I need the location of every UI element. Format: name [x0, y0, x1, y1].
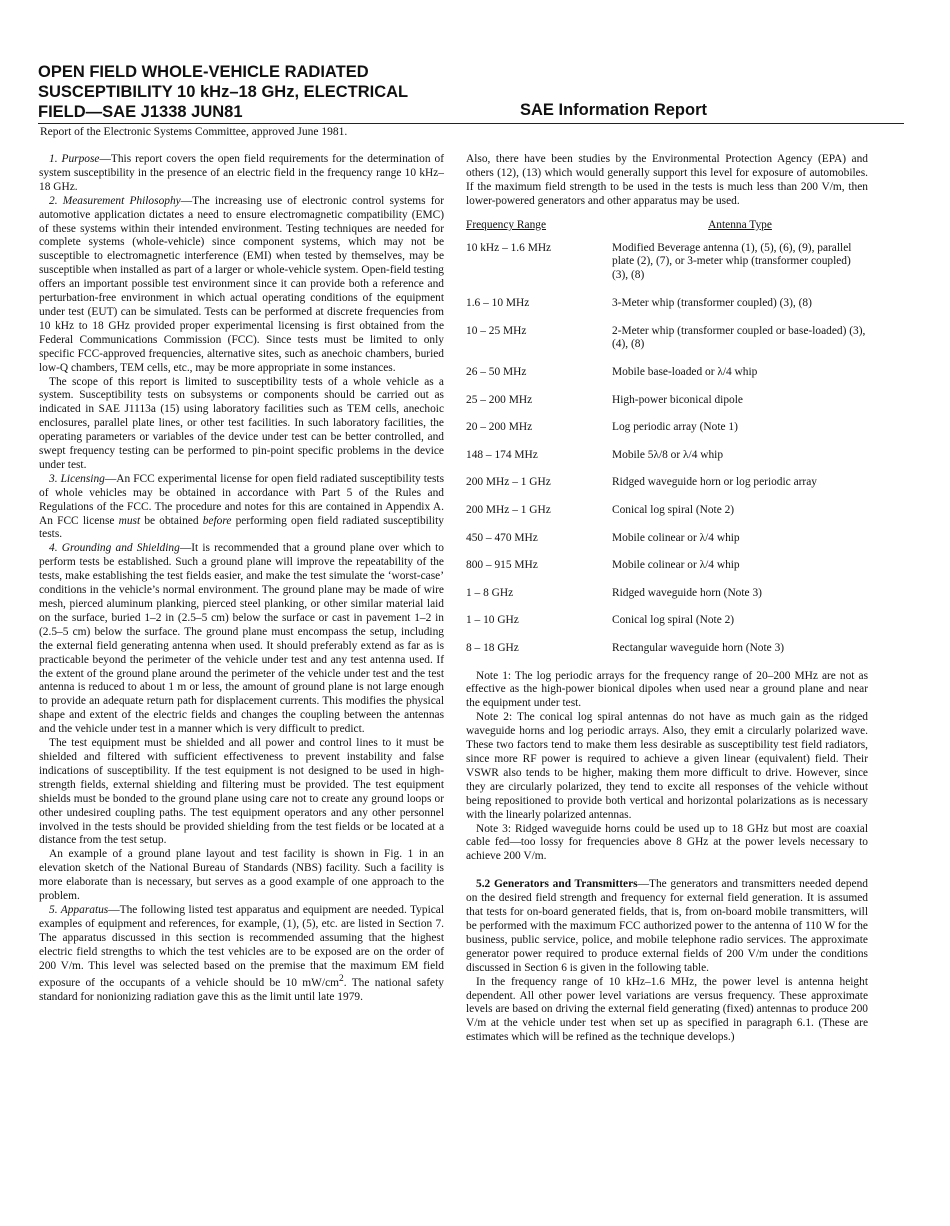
- table-row: [466, 394, 868, 422]
- column-header-frequency: Frequency Range: [466, 218, 547, 231]
- paragraph-text: —The following listed test apparatus and equipment are needed. Typical examples of equipment and references, for example, (1), (5), etc. are listed in Section 7. The apparatus discussed in this section is recommended assuming that the highest electric field strengths to which the test vehicles are to be exposed are on the order of 200 V/m. This level was selected based on the premise that the maximum EM field exposure of the occupants of a vehicle should be 10 mW/cm: [39, 903, 445, 990]
- section-heading: 3. Licensing: [49, 472, 105, 485]
- table-row: [466, 242, 868, 297]
- table-row: [466, 421, 868, 449]
- table-row: [466, 325, 868, 367]
- paragraph-power-levels: In the frequency range of 10 kHz–1.6 MHz, the power level is antenna height dependent. All other power level variations are versus frequency. These approximate levels are based on driving the external field generating (fixed) antennas to produce 200 V/m at the vehicle under test when set up as specified in paragraph 6.1. (These are estimates which will be refined as the technique develops.): [466, 975, 868, 1044]
- paragraph-text: —This report covers the open field requirements for the determination of system susceptibility in the presence of an electric field in the frequency range 10 kHz–18 GHz.: [39, 153, 445, 193]
- table-row: [466, 366, 868, 394]
- paragraph-purpose: [39, 153, 444, 195]
- section-heading: 5.2 Generators and Transmitters: [476, 878, 638, 891]
- antenna-cell: Rectangular waveguide horn (Note 3): [612, 641, 785, 654]
- section-5-2: [466, 878, 868, 1045]
- note-3: Note 3: Ridged waveguide horns could be used up to 18 GHz but most are coaxial cable fed—too lossy for frequencies above 8 GHz at the power levels necessary to achieve 200 V/m.: [466, 822, 868, 863]
- frequency-cell: 10 kHz – 1.6 MHz: [466, 241, 552, 254]
- frequency-cell: 8 – 18 GHz: [466, 641, 519, 654]
- frequency-cell: 450 – 470 MHz: [466, 531, 538, 544]
- table-header-row: [466, 219, 868, 242]
- paragraph-text: performing open field radiated susceptibility tests.: [39, 514, 444, 541]
- antenna-cell: 2-Meter whip (transformer coupled or base-loaded) (3), (4), (8): [612, 324, 866, 351]
- frequency-cell: 20 – 200 MHz: [466, 421, 533, 434]
- frequency-cell: 26 – 50 MHz: [466, 366, 527, 379]
- note-2: Note 2: The conical log spiral antennas do not have as much gain as the ridged waveguide horns and log periodic arrays. Also, they emit a circularly polarized wave. These two factors tend to make them less desirable as susceptibility test field radiators, since more RF power is required to achieve a given linear (equivalent) field. Their VSWR also tends to be higher, making them more difficult to drive. However, since they are circularly polarized, they tend to excite all responses of the vehicle without being repositioned to provide both vertical and horizontal polarizations as is necessary with the linearly polarized antennas.: [466, 711, 868, 821]
- table-body: [466, 242, 868, 670]
- table-row: [466, 297, 868, 325]
- antenna-cell: 3-Meter whip (transformer coupled) (3), (8): [612, 296, 812, 309]
- emphasis: must: [118, 514, 141, 527]
- paragraph-text: —An FCC experimental license for open field radiated susceptibility tests of whole vehicles may be obtained in accordance with Part 5 of the Rules and Regulations of the FCC. The procedure and notes for this are contained in Appendix A. An FCC license: [39, 472, 445, 527]
- frequency-cell: 200 MHz – 1 GHz: [466, 504, 551, 516]
- antenna-table: [466, 219, 868, 670]
- antenna-cell: Mobile colinear or λ/4 whip: [612, 559, 740, 572]
- section-heading: 4. Grounding and Shielding: [49, 542, 180, 555]
- paragraph-text: be obtained: [140, 514, 203, 527]
- paragraph-licensing: [39, 473, 444, 543]
- antenna-cell: Log periodic array (Note 1): [612, 421, 738, 434]
- paragraph-epa-studies: Also, there have been studies by the Environmental Protection Agency (EPA) and others (12), (13) which would generally support this level for exposure of automobiles. If the maximum field strength to be used in the tests is much less than 200 V/m, then lower-powered generators and other apparatus may be used.: [466, 153, 868, 207]
- paragraph-grounding: [39, 542, 444, 737]
- left-column: [39, 153, 444, 1005]
- paragraph-text: —It is recommended that a ground plane over which to perform tests be established. Such a ground plane will improve the repeatability of the tests, make establishing the test fields easier, and make the test simulate the ‘worst-case’ conditions in the vehicle’s normal environment. The ground plane may be made of wire mesh, pierced aluminum planking, pierced steel planking, or other similar material laid on the surface, buried 1–2 in (2.5–5 cm) below the surface or cast in pavement 1–2 in (2.5–5 cm) below the surface. The ground plane must encompass the setup, including the external field generating antenna when used. It should preferably extend as far as is practicable beyond the perimeter of the vehicle under test and any test antenna used. If the extent of the ground plane around the perimeter of the vehicle under test and the test antenna is reduced to about 1 m or less, the amount of ground plane is not large enough to provide an adequate return path for displacement currents. This modifies the physical shape and extent of the electric fields and changes the coupling between the antennas and the vehicle under test in a manner which is very difficult to predict.: [39, 542, 444, 736]
- approval-line: Report of the Electronic Systems Committee, approved June 1981.: [40, 126, 348, 138]
- table-notes: [466, 670, 868, 865]
- frequency-cell: 200 MHz – 1 GHz: [466, 476, 551, 489]
- antenna-cell: Mobile colinear or λ/4 whip: [612, 531, 740, 544]
- table-row: [466, 449, 868, 477]
- antenna-cell: Ridged waveguide horn (Note 3): [612, 586, 762, 599]
- paragraph-text: . The national safety standard for nonionizing radiation gave this as the limit until late 1979.: [39, 977, 444, 1004]
- paragraph-generators: [466, 878, 868, 975]
- frequency-cell: 1.6 – 10 MHz: [466, 296, 530, 309]
- paragraph-scope: The scope of this report is limited to susceptibility tests of a whole vehicle as a system. Susceptibility tests on subsystems or components should be carried out as indicated in SAE J1113a (15) using laboratory facilities such as TEM cells, anechoic enclosures, parallel plate lines, or other test facilities. In such laboratory facilities, the operating parameters or variables of the device under test can be better controlled, and swept frequency testing can be performed to pin-point specific problems in the device under test.: [39, 375, 444, 471]
- table-row: [466, 559, 868, 587]
- superscript: 2: [339, 974, 344, 985]
- antenna-cell: High-power biconical dipole: [612, 393, 743, 406]
- paragraph-ground-plane-example: An example of a ground plane layout and test facility is shown in Fig. 1 in an elevation sketch of the National Bureau of Standards (NBS) facility. Such a facility is more elaborate than is necessary, but serves as a good example of one approach to the problem.: [39, 848, 444, 903]
- column-header-antenna: Antenna Type: [708, 218, 772, 231]
- frequency-cell: 800 – 915 MHz: [466, 559, 538, 572]
- table-row: [466, 532, 868, 560]
- antenna-cell: Conical log spiral (Note 2): [612, 614, 735, 627]
- paragraph-measurement-philosophy: [39, 195, 444, 376]
- section-heading: 2. Measurement Philosophy: [49, 194, 181, 207]
- table-row: [466, 614, 868, 642]
- table-row: [466, 642, 868, 670]
- frequency-cell: 25 – 200 MHz: [466, 393, 533, 406]
- antenna-cell: Mobile base-loaded or λ/4 whip: [612, 366, 758, 379]
- antenna-cell: Ridged waveguide horn or log periodic array: [612, 476, 817, 489]
- paragraph-text: —The generators and transmitters needed depend on the desired field strength and frequency for external field generation. It is assumed that tests for on-board generated fields, that is, from on-board mobile transmitters, will be performed with the maximum FCC authorized power to the antenna of 110 W for the business, public service, police, and mobile telephone radio services. The approximate generator power required to produce external fields of 200 V/m under the conditions discussed in Section 6 is given in the following table.: [466, 878, 868, 974]
- note-1: Note 1: The log periodic arrays for the frequency range of 20–200 MHz are not as effective as the high-power bionical dipoles when used near a ground plane and near the equipment under test.: [466, 669, 868, 710]
- frequency-cell: 1 – 8 GHz: [466, 586, 514, 599]
- antenna-cell: Mobile 5λ/8 or λ/4 whip: [612, 448, 724, 461]
- title-line: SUSCEPTIBILITY 10 kHz–18 GHz, ELECTRICAL: [38, 83, 409, 101]
- frequency-cell: 10 – 25 MHz: [466, 324, 527, 337]
- section-heading: 1. Purpose: [49, 153, 100, 165]
- table-row: [466, 504, 868, 532]
- antenna-cell: Conical log spiral (Note 2): [612, 504, 735, 516]
- paragraph-text: —The increasing use of electronic control systems for automotive application dictates a need to ensure electromagnetic compatibility (EMC) of these systems within their intended environment. Testing techniques are needed for complete systems (whole-vehicle) since component systems, which may not be susceptible to electromagnetic interference (EMI) when tested by themselves, may be susceptible when installed as part of a larger or whole-vehicle system. Open-field testing offers an important possible test environment since it can provide both a reference and perturbation-free environment in which actual operating conditions of the equipment under test (EUT) can be simulated. Tests can be performed at discrete frequencies from 10 kHz to 18 GHz provided proper experimental licensing is first obtained from the Federal Communications Commission (FCC). Since tests must be limited to only specific FCC-approved frequencies, alternative sites, such as anechoic chambers, buried low-Q chambers, TEM cells, etc., may be more appropriate in some instances.: [39, 194, 444, 374]
- emphasis: before: [202, 514, 232, 527]
- title-line: OPEN FIELD WHOLE-VEHICLE RADIATED: [38, 63, 369, 81]
- table-row: [466, 587, 868, 615]
- antenna-cell: Modified Beverage antenna (1), (5), (6), (9), parallel plate (2), (7), or 3-meter whip (transformer coupled) (3), (8): [612, 241, 852, 282]
- frequency-cell: 148 – 174 MHz: [466, 448, 538, 461]
- section-heading: 5. Apparatus: [49, 903, 109, 916]
- title-line: FIELD—SAE J1338 JUN81: [38, 103, 243, 121]
- paragraph-apparatus: [39, 904, 444, 1005]
- header-rule: [38, 123, 904, 124]
- table-row: [466, 476, 868, 504]
- frequency-cell: 1 – 10 GHz: [466, 614, 519, 627]
- right-column: [466, 153, 868, 1045]
- paragraph-test-equipment: The test equipment must be shielded and all power and control lines to it must be shielded and filtered with sufficient effectiveness to prevent instability and false indications of susceptibility. If the test equipment is not designed to be used in high-strength fields, external shielding and filtering must be provided. The test equipment shields must be bonded to the ground plane using care not to create any ground loops or other undesired coupling paths. The test equipment operators and any other personnel involved in the tests should be provided shielding from the test fields or be located at a distance from the test setup.: [39, 737, 444, 847]
- report-type-label: SAE Information Report: [520, 101, 708, 119]
- document-title: [38, 62, 458, 122]
